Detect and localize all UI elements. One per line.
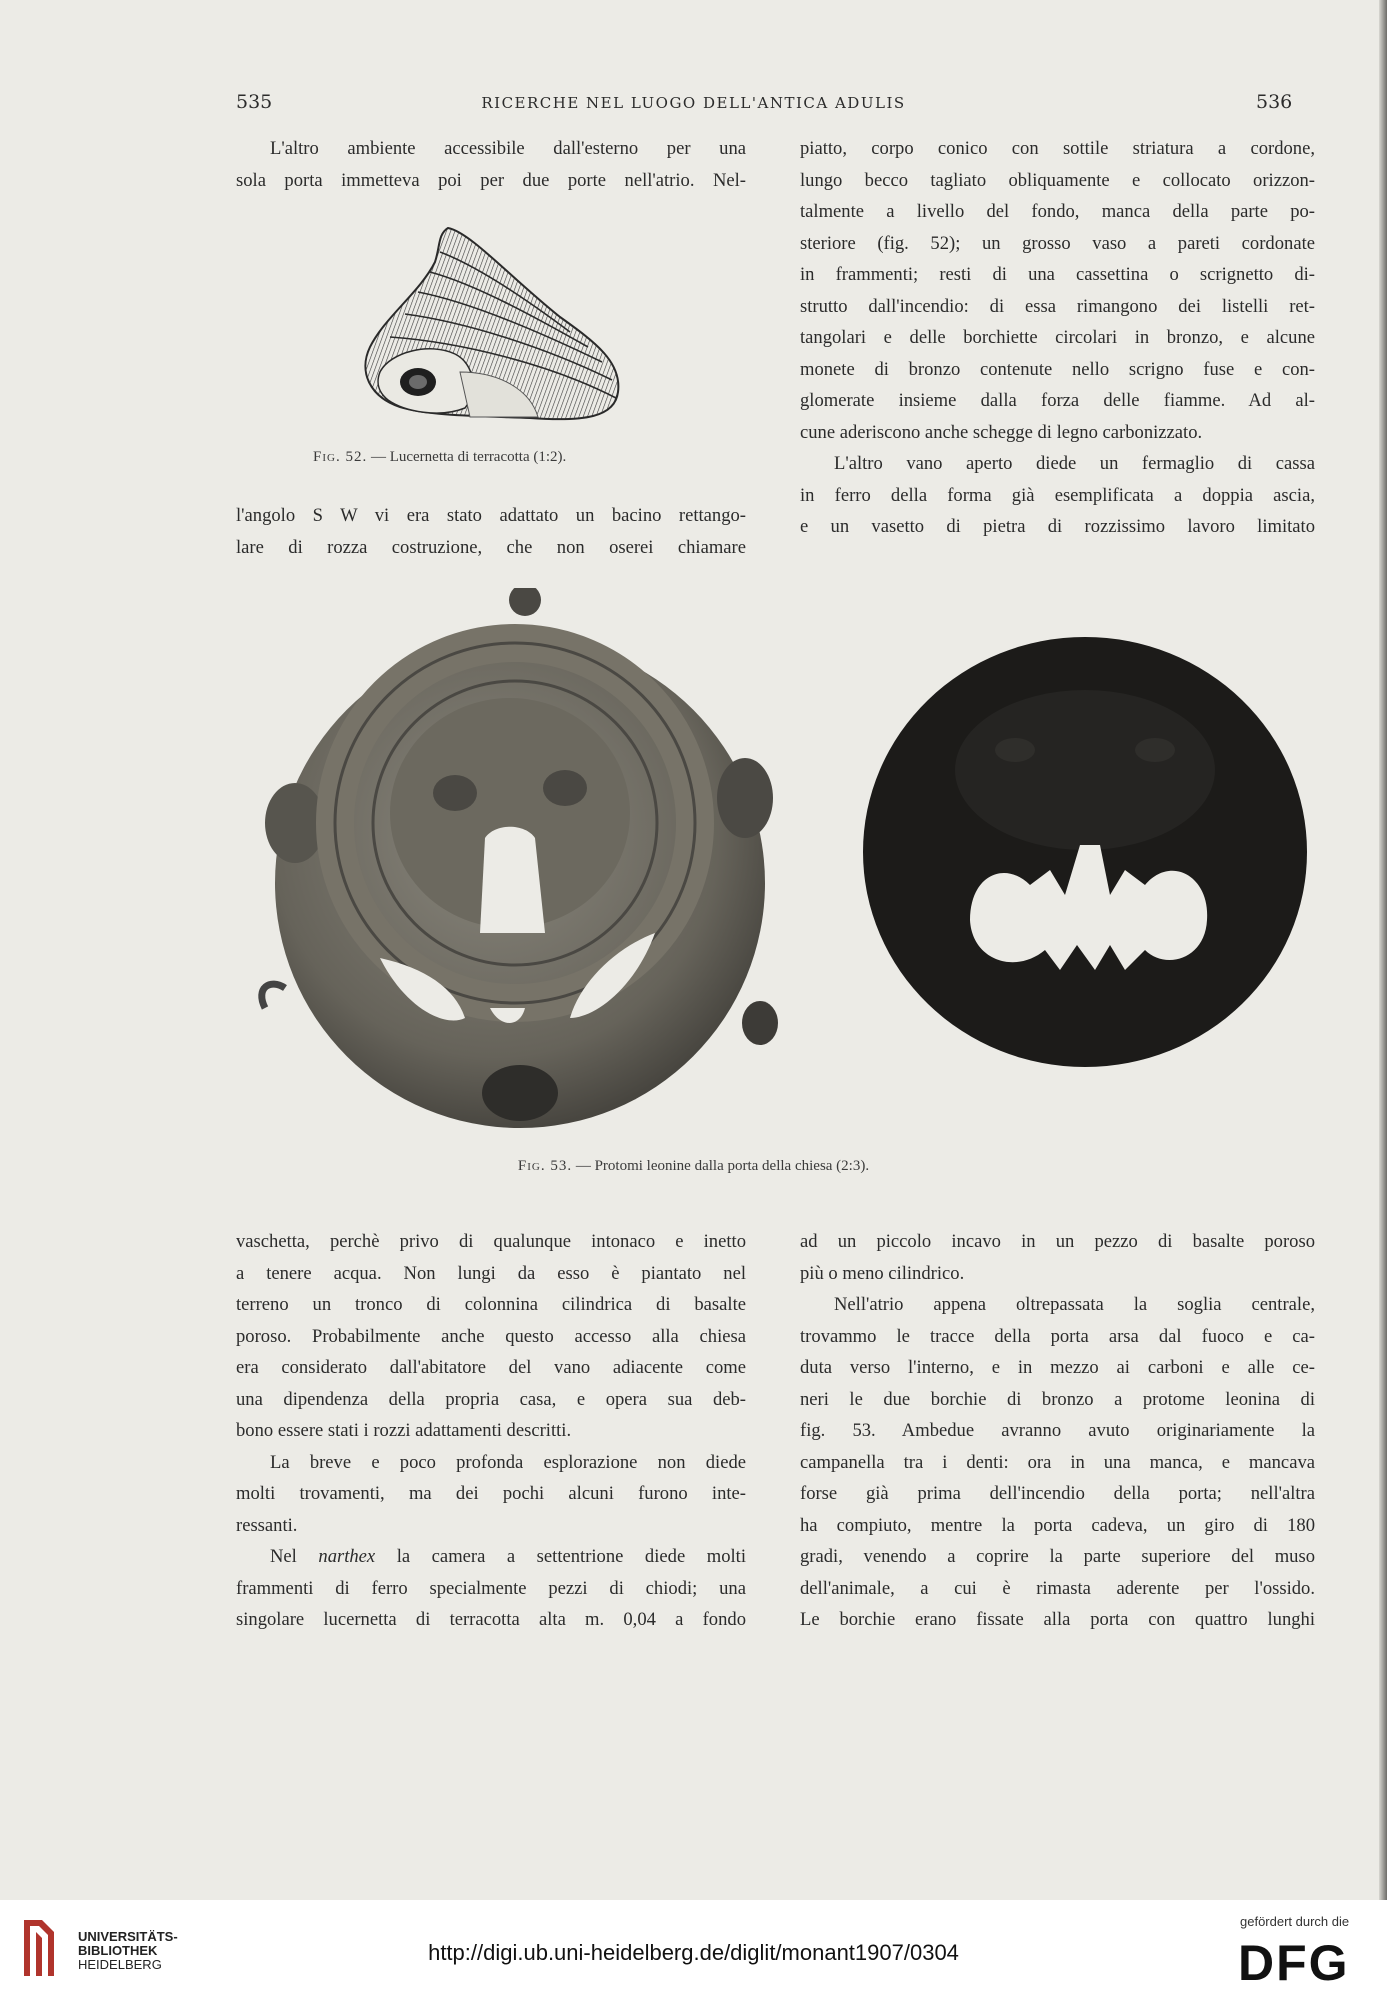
text-line: e un vasetto di pietra di rozzissimo lavoro limitato (800, 516, 1315, 537)
text-line: neri le due borchie di bronzo a protome leonina di (800, 1388, 1315, 1410)
text-line: gradi, venendo a coprire la parte superiore del muso (800, 1546, 1315, 1567)
text-line: duta verso l'interno, e in mezzo ai carboni e alle ce- (800, 1357, 1315, 1378)
text-line: L'altro ambiente accessibile dall'esterno per una (270, 138, 746, 159)
text-line: Nell'atrio appena oltrepassata la soglia centrale, (834, 1294, 1315, 1315)
text-line: strutto dall'incendio: di essa rimangono dei listelli ret- (800, 295, 1315, 317)
fig53-caption (0, 1158, 1387, 1175)
text-column-left-continuation (236, 500, 746, 563)
text-line: La breve e poco profonda esplorazione non diede (270, 1451, 746, 1473)
text-column-top-right (800, 133, 1315, 543)
text-line: tangolari e delle borchiette circolari in bronzo, e alcune (800, 327, 1315, 348)
text-line: Le borchie erano fissate alla porta con quattro lunghi (800, 1609, 1315, 1630)
text-line: l'angolo S W vi era stato adattato un bacino rettango- (236, 505, 746, 526)
text-line: cune aderiscono anche schegge di legno carbonizzato. (800, 421, 1203, 443)
text-line: L'altro vano aperto diede un fermaglio di cassa (834, 453, 1315, 474)
page-number-left: 535 (236, 91, 273, 113)
text-line: più o meno cilindrico. (800, 1262, 965, 1284)
text-line: glomerate insieme dalla forza delle fiamme. Ad al- (800, 390, 1315, 411)
text-line: frammenti di ferro specialmente pezzi di chiodi; una (236, 1577, 746, 1599)
fig52-caption-text: — Lucernetta di terracotta (1:2). (370, 449, 567, 465)
text-line: forse già prima dell'incendio della porta; nell'altra (800, 1483, 1315, 1504)
text-line: singolare lucernetta di terracotta alta m. 0,04 a fondo (236, 1609, 746, 1630)
dfg-logo (1236, 1938, 1366, 1984)
text-line (236, 1541, 746, 1573)
library-name-line1: UNIVERSITÄTS- (78, 1929, 178, 1944)
fig53-caption-text: — Protomi leonine dalla porta della chiesa (2:3). (575, 1158, 870, 1174)
text-column-bottom-right (800, 1226, 1315, 1636)
text-line: una dipendenza della propria casa, e opera sua deb- (236, 1388, 746, 1410)
dfg-logo-text: DFG (1238, 1938, 1350, 1984)
text-line: in ferro della forma già esemplificata a doppia ascia, (800, 484, 1315, 506)
italic-term: narthex (318, 1546, 376, 1567)
text-line: vaschetta, perchè privo di qualunque intonaco e inetto (236, 1231, 746, 1252)
text-column-bottom-left (236, 1226, 746, 1636)
text-line: terreno un tronco di colonnina cilindrica di basalte (236, 1294, 746, 1315)
text-line: trovammo le tracce della porta arsa dal fuoco e ca- (800, 1325, 1315, 1347)
library-name-line2: BIBLIOTHEK (78, 1943, 158, 1958)
text-line: campanella tra i denti: ora in una manca, e mancava (800, 1451, 1315, 1473)
source-url-link[interactable]: http://digi.ub.uni-heidelberg.de/diglit/monant1907/0304 (428, 1940, 959, 1965)
funded-by-label: gefördert durch die (1240, 1914, 1350, 1929)
fig53-lion-knocker-right (855, 630, 1315, 1075)
fig52-lamp-illustration (360, 222, 630, 434)
fig53-lion-knocker-left (255, 588, 785, 1148)
text-line: ad un piccolo incavo in un pezzo di basalte poroso (800, 1231, 1315, 1252)
text-fragment: la camera a settentrione diede molti (396, 1546, 746, 1567)
text-line: lungo becco tagliato obliquamente e collocato orizzon- (800, 169, 1315, 191)
digitization-footer (0, 1900, 1387, 2000)
text-line: molti trovamenti, ma dei pochi alcuni furono inte- (236, 1483, 746, 1504)
text-line: ressanti. (236, 1514, 298, 1536)
text-line: sola porta immetteva poi per due porte nell'atrio. Nel- (236, 169, 746, 191)
fig53-caption-label: Fig. 53. (517, 1158, 573, 1174)
text-line: monete di bronzo contenute nello scrigno fuse e con- (800, 358, 1315, 380)
text-line: lare di rozza costruzione, che non oserei chiamare (236, 536, 746, 558)
text-line: ha compiuto, mentre la porta cadeva, un giro di 180 (800, 1514, 1315, 1536)
text-fragment: Nel (270, 1546, 297, 1567)
text-line: era considerato dall'abitatore del vano adiacente come (236, 1357, 746, 1378)
text-line: poroso. Probabilmente anche questo accesso alla chiesa (236, 1325, 746, 1347)
text-line: in frammenti; resti di una cassettina o scrignetto di- (800, 264, 1315, 285)
text-line: a tenere acqua. Non lungi da esso è piantato nel (236, 1262, 746, 1284)
page-number-right: 536 (1256, 91, 1293, 113)
fig52-caption (313, 449, 566, 466)
text-line: steriore (fig. 52); un grosso vaso a pareti cordonate (800, 232, 1315, 254)
text-line: talmente a livello del fondo, manca della parte po- (800, 201, 1315, 222)
text-line: dell'animale, a cui è rimasta aderente per l'ossido. (800, 1577, 1315, 1599)
running-title: RICERCHE NEL LUOGO DELL'ANTICA ADULIS (481, 94, 906, 112)
library-name-line3: HEIDELBERG (78, 1957, 162, 1972)
text-line: piatto, corpo conico con sottile striatura a cordone, (800, 138, 1315, 159)
text-column-top-left (236, 133, 746, 196)
text-line: fig. 53. Ambedue avranno avuto originariamente la (800, 1420, 1315, 1441)
text-line: bono essere stati i rozzi adattamenti descritti. (236, 1420, 572, 1441)
fig52-caption-label: Fig. 52. (313, 449, 368, 465)
